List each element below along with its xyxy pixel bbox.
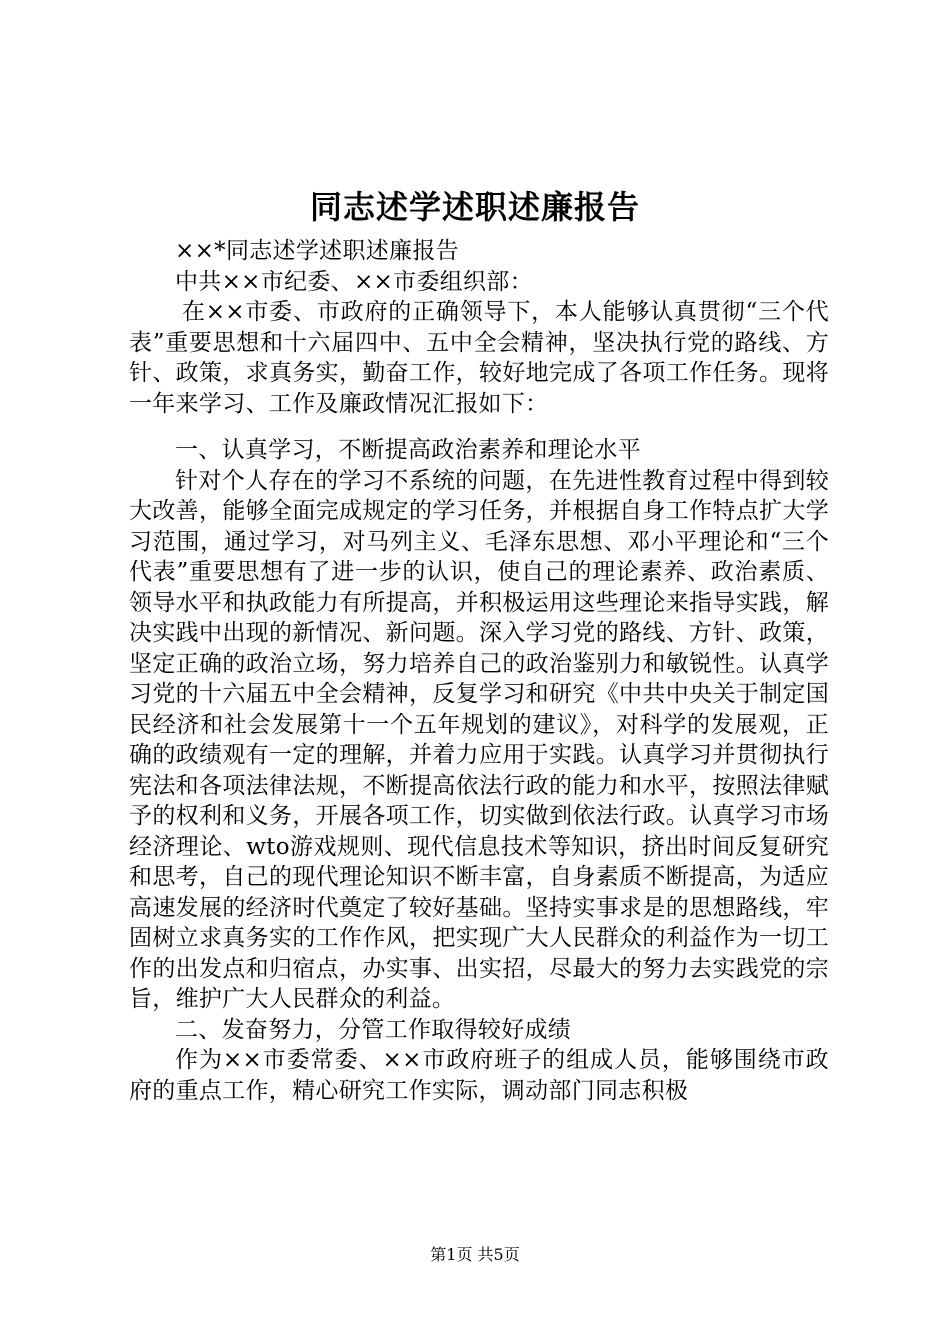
salutation: 中共××市纪委、××市委组织部： xyxy=(175,268,533,295)
document-title: 同志述学述职述廉报告 xyxy=(309,188,640,226)
section-1-paragraph: 针对个人存在的学习不系统的问题，在先进性教育过程中得到较大改善，能够全面完成规定的学习任务，并根据自身工作特点扩大学习范围，通过学习，对马列主义、毛泽东思想、邓小平理论和“三个代表”重要思想有了进一步的认识，使自己的理论素养、政治素质、领导水平和执政能力有所提高，并积极运用这些理论来指导实践，解决实践中出现的新情况、新问题。深入学习党的路线、方针、政策，坚定正确的政治立场，努力培养自己的政治鉴别力和敏锐性。认真学习党的十六届五中全会精神，反复学习和研究《中共中央关于制定国民经济和社会发展第十一个五年规划的建议》，对科学的发展观，正确的政绩观有一定的理解，并着力应用于实践。认真学习并贯彻执行宪法和各项法律法规，不断提高依法行政的能力和水平，按照法律赋予的权利和义务，开展各项工作，切实做到依法行政。认真学习市场经济理论、wto游戏规则、现代信息技术等知识，挤出时间反复研究和思考，自己的现代理论知识不断丰富，自身素质不断提高，为适应高速发展的经济时代奠定了较好基础。坚持实事求是的思想路线，牢固树立求真务实的工作作风，把实现广大人民群众的利益作为一切工作的出发点和归宿点，办实事、出实招，尽最大的努力去实践党的宗旨，维护广大人民群众的利益。 xyxy=(129,467,829,1012)
page-footer: 第1页 共5页 xyxy=(430,1245,520,1264)
section-2-paragraph: 作为××市委常委、××市政府班子的组成人员，能够围绕市政府的重点工作，精心研究工作实际，调动部门同志积极 xyxy=(129,1047,829,1104)
report-subtitle: ××*同志述学述职述廉报告 xyxy=(175,238,459,264)
section-heading-1: 一、认真学习，不断提高政治素养和理论水平 xyxy=(175,437,641,463)
intro-paragraph: 在××市委、市政府的正确领导下，本人能够认真贯彻“三个代表”重要思想和十六届四中、五中全会精神，坚决执行党的路线、方针、政策，求真务实，勤奋工作，较好地完成了各项工作任务。现将一年来学习、工作及廉政情况汇报如下： xyxy=(129,299,829,417)
document-body xyxy=(129,236,829,1106)
section-heading-2: 二、发奋努力，分管工作取得较好成绩 xyxy=(175,1016,572,1043)
